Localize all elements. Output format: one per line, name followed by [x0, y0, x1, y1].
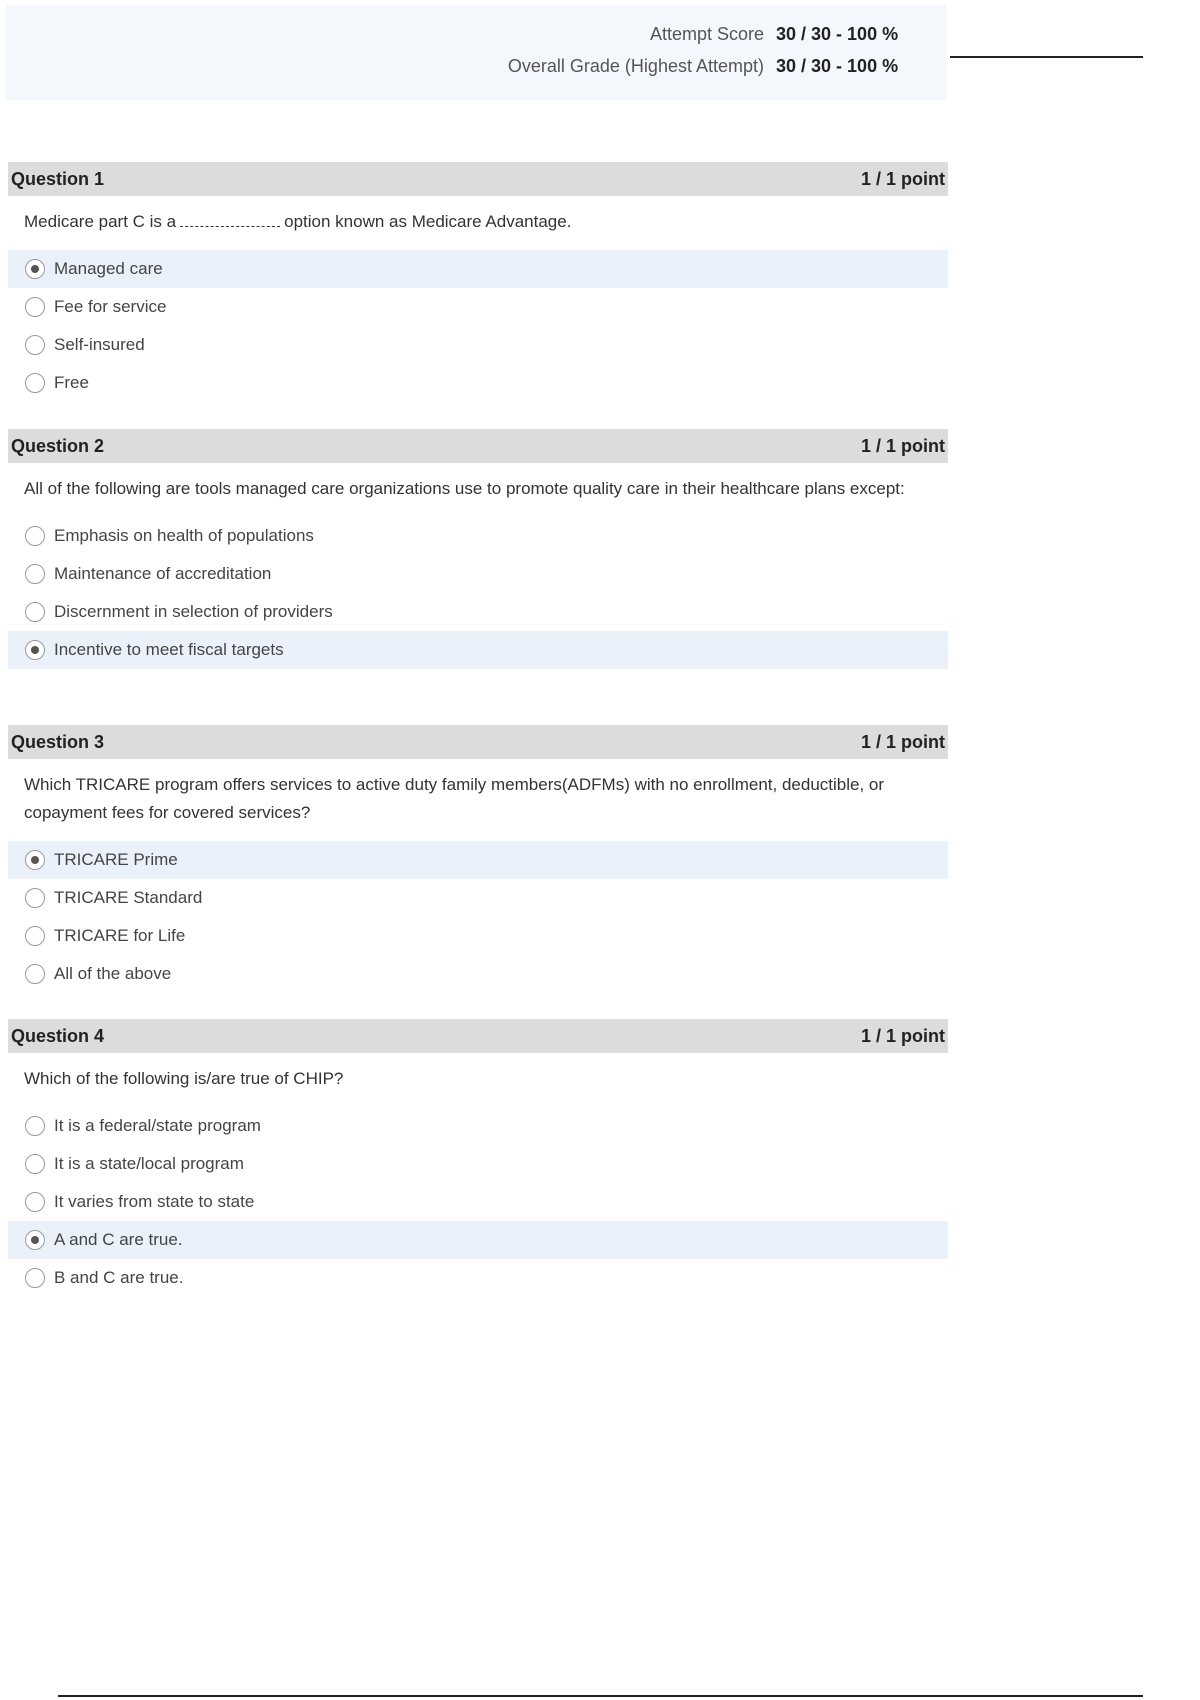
question-2: [8, 429, 948, 669]
question-title: Question 1: [11, 168, 105, 189]
answer-option[interactable]: [8, 288, 948, 326]
answer-option[interactable]: [8, 879, 948, 917]
answer-option[interactable]: [8, 917, 948, 955]
answer-options: [8, 841, 948, 993]
answer-options: [8, 1107, 948, 1297]
answer-options: [8, 250, 948, 402]
radio-button[interactable]: [25, 1116, 45, 1136]
answer-option[interactable]: [8, 555, 948, 593]
answer-option[interactable]: [8, 841, 948, 879]
overall-grade-label: Overall Grade (Highest Attempt): [507, 55, 764, 76]
question-text: Which TRICARE program offers services to active duty family members(ADFMs) with no enrollment, deductible, or copayment fees for covered services?: [24, 775, 885, 822]
answer-option[interactable]: [8, 1107, 948, 1145]
answer-option[interactable]: [8, 1145, 948, 1183]
radio-button[interactable]: [25, 1230, 45, 1250]
question-title: Question 4: [11, 1025, 105, 1046]
question-header: [8, 162, 948, 196]
question-text: [24, 208, 934, 236]
radio-button[interactable]: [25, 1192, 45, 1212]
radio-button[interactable]: [25, 1268, 45, 1288]
question-header: [8, 725, 948, 759]
answer-option[interactable]: [8, 1259, 948, 1297]
answer-option-label: Maintenance of accreditation: [54, 564, 272, 583]
answer-option[interactable]: [8, 955, 948, 993]
answer-option-label: Free: [54, 373, 89, 392]
question-4: [8, 1019, 948, 1297]
radio-button[interactable]: [25, 373, 45, 393]
answer-option-label: It is a state/local program: [54, 1154, 244, 1173]
radio-button[interactable]: [25, 602, 45, 622]
radio-button[interactable]: [25, 640, 45, 660]
question-header: [8, 1019, 948, 1053]
question-3: [8, 725, 948, 993]
answer-option-label: Discernment in selection of providers: [54, 602, 333, 621]
question-points: 1 / 1 point: [860, 435, 945, 456]
fill-in-blank: [180, 210, 280, 227]
question-title: Question 2: [11, 435, 105, 456]
bottom-divider: [58, 1695, 1143, 1697]
answer-option[interactable]: [8, 1183, 948, 1221]
radio-button[interactable]: [25, 888, 45, 908]
answer-option-label: TRICARE for Life: [54, 926, 186, 945]
question-1: [8, 162, 948, 402]
question-text: Which of the following is/are true of CHIP?: [24, 1069, 344, 1088]
score-summary-panel: [6, 5, 946, 100]
question-header: [8, 429, 948, 463]
answer-option[interactable]: [8, 593, 948, 631]
question-points: 1 / 1 point: [860, 168, 945, 189]
attempt-score-label: Attempt Score: [649, 23, 764, 44]
answer-option-label: A and C are true.: [54, 1230, 183, 1249]
answer-option-label: B and C are true.: [54, 1268, 184, 1287]
question-text: All of the following are tools managed care organizations use to promote quality care in their healthcare plans except:: [24, 479, 905, 498]
answer-option-label: Fee for service: [54, 297, 167, 316]
question-text-before: Medicare part C is a: [24, 212, 177, 231]
answer-option[interactable]: [8, 250, 948, 288]
answer-option-label: Self-insured: [54, 335, 145, 354]
radio-button[interactable]: [25, 850, 45, 870]
answer-option-label: It varies from state to state: [54, 1192, 255, 1211]
answer-option-label: Incentive to meet fiscal targets: [54, 640, 284, 659]
answer-option[interactable]: [8, 326, 948, 364]
radio-button[interactable]: [25, 964, 45, 984]
attempt-score-row: [6, 21, 916, 47]
answer-option[interactable]: [8, 1221, 948, 1259]
question-title: Question 3: [11, 731, 105, 752]
radio-button[interactable]: [25, 926, 45, 946]
question-points: 1 / 1 point: [860, 1025, 945, 1046]
answer-option[interactable]: [8, 631, 948, 669]
question-points: 1 / 1 point: [860, 731, 945, 752]
answer-option[interactable]: [8, 517, 948, 555]
answer-option[interactable]: [8, 364, 948, 402]
radio-button[interactable]: [25, 526, 45, 546]
radio-button[interactable]: [25, 1154, 45, 1174]
answer-option-label: TRICARE Standard: [54, 888, 203, 907]
answer-options: [8, 517, 948, 669]
top-divider: [950, 56, 1143, 58]
answer-option-label: TRICARE Prime: [54, 850, 178, 869]
overall-grade-row: [6, 53, 916, 79]
overall-grade-value: 30 / 30 - 100 %: [776, 55, 899, 76]
radio-button[interactable]: [25, 564, 45, 584]
question-text-after: option known as Medicare Advantage.: [284, 212, 572, 231]
attempt-score-value: 30 / 30 - 100 %: [776, 23, 899, 44]
radio-button[interactable]: [25, 259, 45, 279]
answer-option-label: Emphasis on health of populations: [54, 526, 314, 545]
answer-option-label: All of the above: [54, 964, 172, 983]
answer-option-label: It is a federal/state program: [54, 1116, 261, 1135]
radio-button[interactable]: [25, 335, 45, 355]
answer-option-label: Managed care: [54, 259, 163, 278]
radio-button[interactable]: [25, 297, 45, 317]
